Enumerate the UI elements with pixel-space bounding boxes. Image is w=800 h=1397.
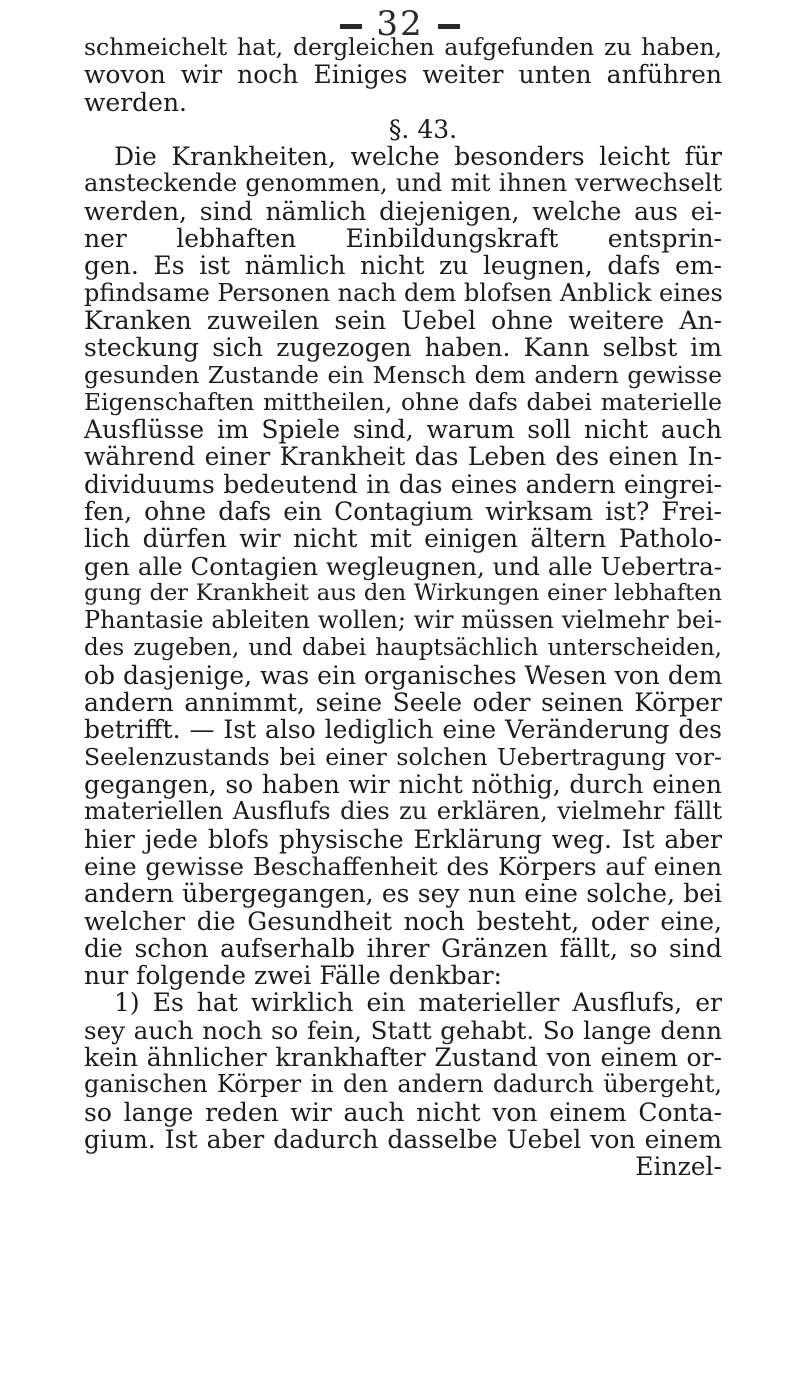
text-line: Phantasie ableiten wollen; wir müssen vielmehr bei- (84, 606, 722, 635)
text-line: ner lebhaften Einbildungskraft entsprin- (84, 224, 722, 254)
text-line: gesunden Zustande ein Mensch dem andern gewisse (84, 360, 722, 389)
text-line: kein ähnlicher krankhafter Zustand von einem or- (84, 1042, 722, 1072)
text-line: andern übergegangen, es sey nun eine solche, bei (84, 879, 722, 909)
list-item-1: 1) Es hat wirklich ein materieller Ausflufs, er (114, 988, 722, 1018)
text-line: hier jede blofs physische Erklärung weg. Ist aber (84, 824, 722, 854)
text-line: steckung sich zugezogen haben. Kann selbst im (84, 333, 722, 363)
catchword: Einzel- (635, 1152, 722, 1182)
text-line: andern annimmt, seine Seele oder seinen Körper (84, 688, 722, 718)
text-line: ganischen Körper in den andern dadurch übergeht, (84, 1070, 722, 1099)
text-line: nur folgende zwei Fälle denkbar: (84, 961, 502, 991)
text-line: gen. Es ist nämlich nicht zu leugnen, dafs em- (84, 251, 722, 281)
text-line: ansteckende genommen, und mit ihnen verwechselt (84, 169, 722, 198)
text-line: schmeichelt hat, dergleichen aufgefunden zu haben, (84, 33, 722, 61)
text-line: gium. Ist aber dadurch dasselbe Uebel von einem (84, 1124, 722, 1154)
text-line: werden. (84, 87, 187, 117)
section-heading: §. 43. (388, 114, 458, 144)
text-line: die schon aufserhalb ihrer Gränzen fällt, so sind (84, 933, 722, 963)
text-line: ob dasjenige, was ein organisches Wesen von dem (84, 660, 723, 690)
text-line: gung der Krankheit aus den Wirkungen einer lebhaften (84, 579, 722, 606)
text-line: lich dürfen wir nicht mit einigen ältern Patholo- (84, 524, 722, 554)
text-line: eine gewisse Beschaffenheit des Körpers auf einen (84, 851, 722, 881)
text-line: fen, ohne dafs ein Contagium wirksam ist? Frei- (84, 497, 722, 527)
text-line: gegangen, so haben wir nicht nöthig, durch einen (84, 770, 722, 800)
text-line: des zugeben, und dabei hauptsächlich unterscheiden, (84, 634, 722, 661)
text-line: Eigenschaften mittheilen, ohne dafs dabei materielle (84, 387, 722, 416)
text-line: Die Krankheiten, welche besonders leicht für (114, 142, 722, 172)
text-line: wovon wir noch Einiges weiter unten anführen (84, 60, 722, 90)
text-line: gen alle Contagien wegleugnen, und alle Uebertra- (84, 551, 722, 581)
text-line: pfindsame Personen nach dem blofsen Anblick eines (84, 278, 723, 307)
text-line: werden, sind nämlich diejenigen, welche aus ei- (84, 196, 722, 226)
text-line: materiellen Ausflufs dies zu erklären, vielmehr fällt (84, 797, 722, 826)
text-line: betrifft. — Ist also lediglich eine Veränderung des (84, 715, 722, 745)
text-line: während einer Krankheit das Leben des einen In- (84, 442, 722, 472)
left-dash (340, 24, 362, 29)
text-line: Seelenzustands bei einer solchen Uebertragung vor- (84, 742, 722, 771)
text-line: dividuums bedeutend in das eines andern eingrei- (84, 469, 722, 499)
page-number: 32 (376, 4, 424, 44)
right-dash (438, 24, 460, 29)
text-line: sey auch noch so fein, Statt gehabt. So lange denn (84, 1015, 722, 1045)
text-line: Kranken zuweilen sein Uebel ohne weitere An- (84, 305, 722, 335)
body-text (84, 34, 722, 1180)
text-line: Ausflüsse im Spiele sind, warum soll nicht auch (84, 415, 722, 445)
text-line: so lange reden wir auch nicht von einem Conta- (84, 1097, 722, 1127)
text-line: welcher die Gesundheit noch besteht, oder eine, (84, 906, 722, 936)
